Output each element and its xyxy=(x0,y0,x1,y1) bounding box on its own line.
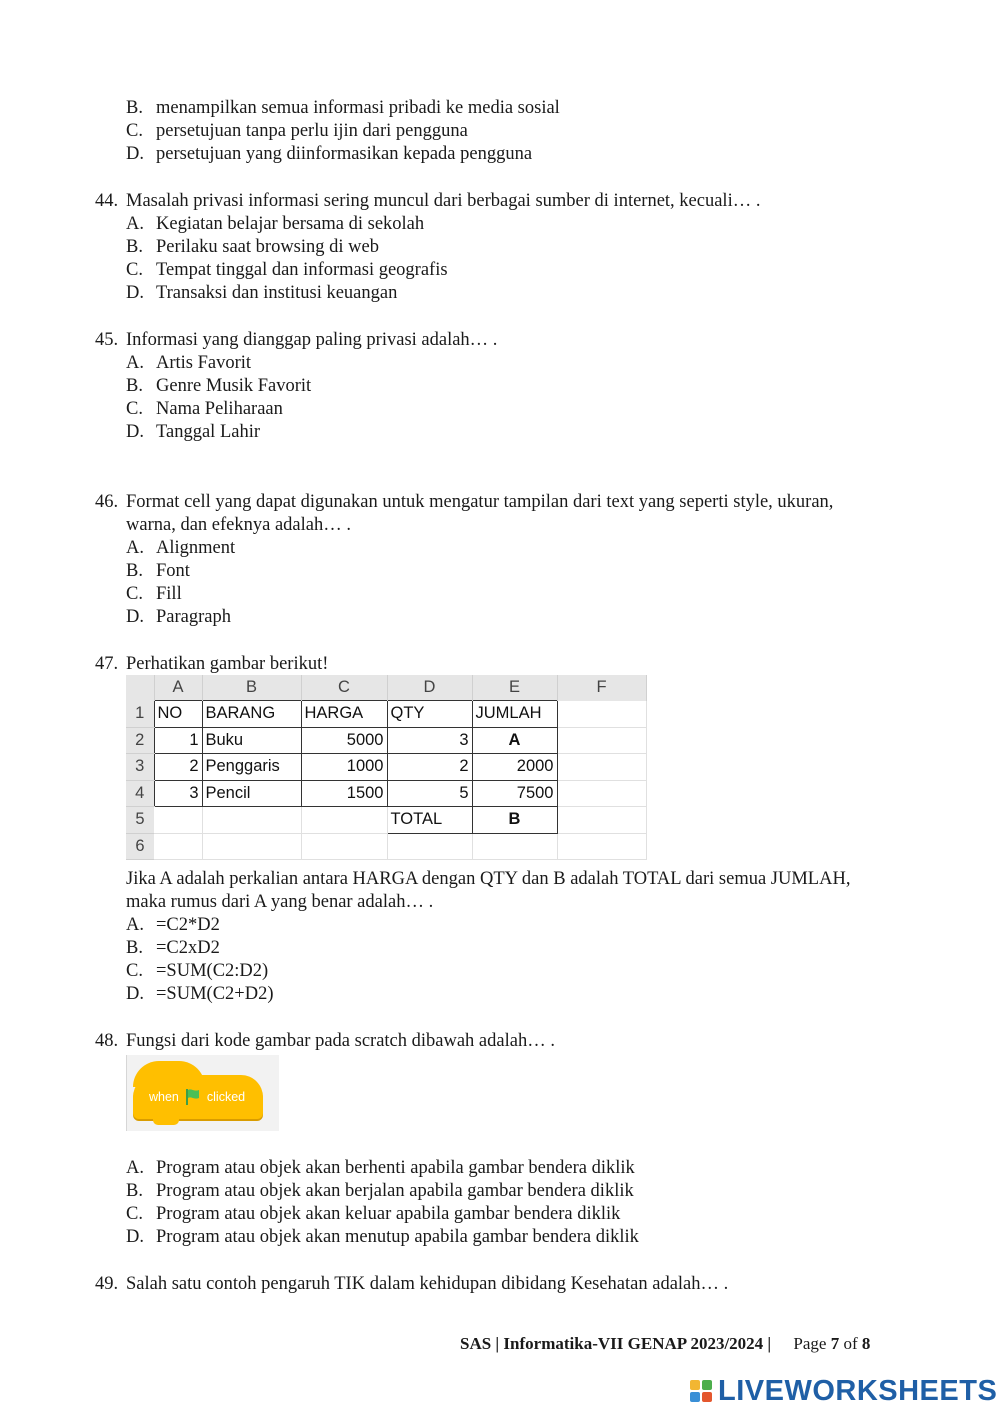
q47-question: 47. Perhatikan gambar berikut! xyxy=(95,654,329,674)
table-row xyxy=(126,754,646,781)
table-row xyxy=(126,780,646,807)
q48-option-c: C. Program atau objek akan keluar apabila gambar bendera diklik xyxy=(126,1204,621,1224)
cell xyxy=(301,833,387,860)
q47-option-a: A. =C2*D2 xyxy=(126,915,220,935)
table-row xyxy=(126,833,646,860)
column-header: C xyxy=(301,675,387,701)
q44-option-d: D. Transaksi dan institusi keuangan xyxy=(126,283,398,303)
cell: NO xyxy=(154,701,202,728)
row-header: 3 xyxy=(126,754,154,781)
spreadsheet-image xyxy=(126,675,646,862)
when-flag-clicked-block xyxy=(133,1075,263,1119)
cell: Penggaris xyxy=(202,754,301,781)
q49-question: 49. Salah satu contoh pengaruh TIK dalam kehidupan dibidang Kesehatan adalah… . xyxy=(95,1274,729,1294)
cell xyxy=(202,807,301,834)
scratch-word-clicked: clicked xyxy=(206,1090,246,1104)
q45-option-a: A. Artis Favorit xyxy=(126,353,252,373)
row-header: 6 xyxy=(126,833,154,860)
cell xyxy=(387,833,472,860)
cell: 5 xyxy=(387,780,472,807)
cell: 1500 xyxy=(301,780,387,807)
table-row xyxy=(126,807,646,834)
q47-option-b: B. =C2xD2 xyxy=(126,938,220,958)
cell xyxy=(154,807,202,834)
row-header: 5 xyxy=(126,807,154,834)
column-header: F xyxy=(557,675,646,701)
cell: HARGA xyxy=(301,701,387,728)
cell xyxy=(472,833,557,860)
corner-cell xyxy=(126,675,154,701)
q48-question: 48. Fungsi dari kode gambar pada scratch dibawah adalah… . xyxy=(95,1031,555,1051)
row-header: 4 xyxy=(126,780,154,807)
q44-option-c: C. Tempat tinggal dan informasi geografis xyxy=(126,260,448,280)
q45-option-c: C. Nama Peliharaan xyxy=(126,399,283,419)
column-header-row xyxy=(126,675,646,701)
cell xyxy=(557,701,646,728)
cell xyxy=(301,807,387,834)
table-row xyxy=(126,727,646,754)
page-number: Page 7 of 8 xyxy=(793,1334,871,1353)
footer-title: SAS | Informatika-VII GENAP 2023/2024 | xyxy=(460,1334,772,1353)
cell: 1000 xyxy=(301,754,387,781)
cell xyxy=(557,727,646,754)
page-footer xyxy=(460,1334,870,1354)
liveworksheets-logo xyxy=(690,1374,997,1408)
scratch-block-tab xyxy=(153,1117,179,1125)
q43-option-c: C. persetujuan tanpa perlu ijin dari pengguna xyxy=(126,121,468,141)
cell: JUMLAH xyxy=(472,701,557,728)
column-header: E xyxy=(472,675,557,701)
scratch-block-label xyxy=(149,1088,245,1106)
cell: 2 xyxy=(387,754,472,781)
cell-answer-a: A xyxy=(472,727,557,754)
cell xyxy=(202,833,301,860)
q43-option-d: D. persetujuan yang diinformasikan kepada pengguna xyxy=(126,144,533,164)
cell xyxy=(154,833,202,860)
green-flag-icon xyxy=(184,1088,202,1106)
q44-option-a: A. Kegiatan belajar bersama di sekolah xyxy=(126,214,425,234)
cell: 7500 xyxy=(472,780,557,807)
q47-option-c: C. =SUM(C2:D2) xyxy=(126,961,269,981)
cell: 1 xyxy=(154,727,202,754)
q48-option-a: A. Program atau objek akan berhenti apabila gambar bendera diklik xyxy=(126,1158,635,1178)
q47-followup-cont: maka rumus dari A yang benar adalah… . xyxy=(126,892,434,912)
cell-answer-b: B xyxy=(472,807,557,834)
q46-option-a: A. Alignment xyxy=(126,538,236,558)
column-header: D xyxy=(387,675,472,701)
q45-option-b: B. Genre Musik Favorit xyxy=(126,376,312,396)
cell: BARANG xyxy=(202,701,301,728)
cell: 3 xyxy=(154,780,202,807)
cell xyxy=(557,833,646,860)
q46-option-c: C. Fill xyxy=(126,584,182,604)
cell: 5000 xyxy=(301,727,387,754)
q47-option-d: D. =SUM(C2+D2) xyxy=(126,984,274,1004)
q45-option-d: D. Tanggal Lahir xyxy=(126,422,261,442)
q46-question: 46. Format cell yang dapat digunakan untuk mengatur tampilan dari text yang seperti style, ukuran, xyxy=(95,492,834,512)
cell xyxy=(557,780,646,807)
cell xyxy=(557,754,646,781)
q48-option-b: B. Program atau objek akan berjalan apabila gambar bendera diklik xyxy=(126,1181,634,1201)
table-row xyxy=(126,701,646,728)
brand-name: LIVEWORKSHEETS xyxy=(718,1374,998,1407)
q45-question: 45. Informasi yang dianggap paling privasi adalah… . xyxy=(95,330,498,350)
cell: 3 xyxy=(387,727,472,754)
cell: Pencil xyxy=(202,780,301,807)
q46-question-cont: warna, dan efeknya adalah… . xyxy=(126,515,351,535)
cell: QTY xyxy=(387,701,472,728)
row-header: 2 xyxy=(126,727,154,754)
q47-followup: Jika A adalah perkalian antara HARGA dengan QTY dan B adalah TOTAL dari semua JUMLAH, xyxy=(126,869,851,889)
scratch-block-image xyxy=(126,1055,279,1131)
cell: 2000 xyxy=(472,754,557,781)
q43-option-b: B. menampilkan semua informasi pribadi ke media sosial xyxy=(126,98,560,118)
cell: Buku xyxy=(202,727,301,754)
cell xyxy=(557,807,646,834)
q46-option-b: B. Font xyxy=(126,561,190,581)
column-header: A xyxy=(154,675,202,701)
column-header: B xyxy=(202,675,301,701)
q44-question: 44. Masalah privasi informasi sering muncul dari berbagai sumber di internet, kecuali… . xyxy=(95,191,761,211)
q48-option-d: D. Program atau objek akan menutup apabila gambar bendera diklik xyxy=(126,1227,639,1247)
liveworksheets-icon xyxy=(690,1380,712,1402)
cell-total-label: TOTAL xyxy=(387,807,472,834)
q44-option-b: B. Perilaku saat browsing di web xyxy=(126,237,379,257)
scratch-word-when: when xyxy=(149,1090,179,1104)
q46-option-d: D. Paragraph xyxy=(126,607,231,627)
cell: 2 xyxy=(154,754,202,781)
row-header: 1 xyxy=(126,701,154,728)
